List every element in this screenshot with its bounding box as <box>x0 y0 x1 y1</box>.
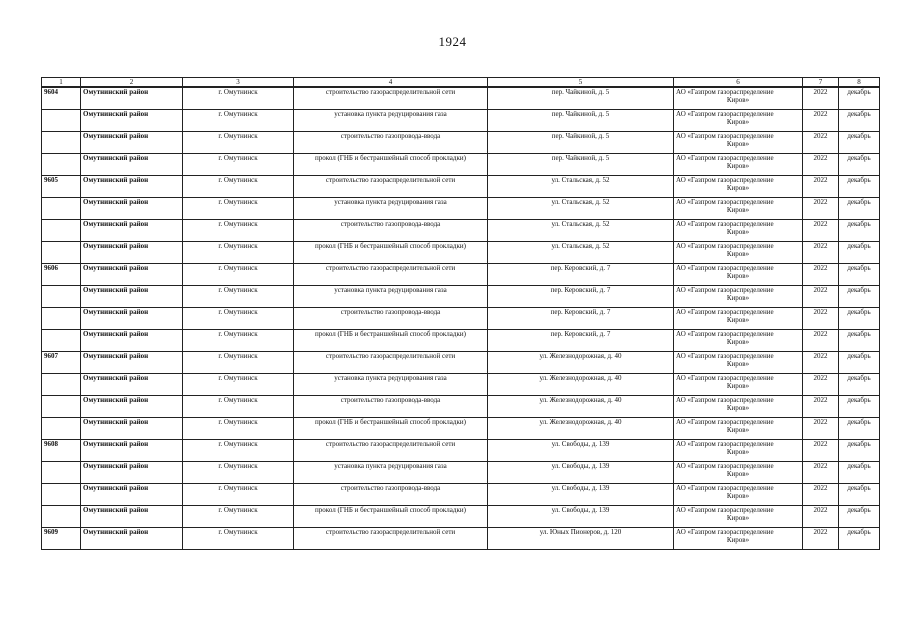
settlement-cell: г. Омутнинск <box>183 197 294 219</box>
organization-cell <box>674 351 803 373</box>
district-cell: Омутнинский район <box>81 351 183 373</box>
table-row <box>42 241 880 263</box>
organization-name-line2: Киров» <box>726 491 750 500</box>
organization-name-line1: АО «Газпром газораспределение <box>676 307 774 316</box>
organization-name-line1: АО «Газпром газораспределение <box>676 109 774 118</box>
row-number <box>42 483 81 505</box>
settlement-cell: г. Омутнинск <box>183 395 294 417</box>
table-row <box>42 219 880 241</box>
table-row <box>42 175 880 197</box>
month-cell: декабрь <box>839 461 880 483</box>
year-cell: 2022 <box>803 131 839 153</box>
organization-cell <box>674 285 803 307</box>
address-cell: ул. Железнодорожная, д. 40 <box>488 395 674 417</box>
month-cell: декабрь <box>839 439 880 461</box>
row-number: 9607 <box>42 351 81 373</box>
organization-cell <box>674 87 803 109</box>
organization-name-line2: Киров» <box>726 139 750 148</box>
row-number <box>42 395 81 417</box>
organization-name-line1: АО «Газпром газораспределение <box>676 88 774 96</box>
settlement-cell: г. Омутнинск <box>183 505 294 527</box>
district-cell: Омутнинский район <box>81 527 183 549</box>
address-cell: пер. Керовский, д. 7 <box>488 285 674 307</box>
organization-name-line2: Киров» <box>726 271 750 280</box>
row-number <box>42 109 81 131</box>
settlement-cell: г. Омутнинск <box>183 175 294 197</box>
table-row <box>42 351 880 373</box>
district-cell: Омутнинский район <box>81 197 183 219</box>
organization-cell <box>674 219 803 241</box>
address-cell: пер. Чайкиной, д. 5 <box>488 153 674 175</box>
work-type-cell: установка пункта редуцирования газа <box>294 285 488 307</box>
row-number <box>42 329 81 351</box>
row-number <box>42 461 81 483</box>
settlement-cell: г. Омутнинск <box>183 527 294 549</box>
settlement-cell: г. Омутнинск <box>183 351 294 373</box>
row-number <box>42 131 81 153</box>
address-cell: ул. Стальская, д. 52 <box>488 219 674 241</box>
organization-cell <box>674 241 803 263</box>
work-type-cell: строительство газопровода-ввода <box>294 131 488 153</box>
register-table <box>41 77 880 550</box>
organization-cell <box>674 175 803 197</box>
organization-name-line2: Киров» <box>726 96 750 104</box>
organization-name-line2: Киров» <box>726 535 750 544</box>
address-cell: пер. Чайкиной, д. 5 <box>488 131 674 153</box>
organization-cell <box>674 417 803 439</box>
organization-name-line1: АО «Газпром газораспределение <box>676 263 774 272</box>
organization-name-line1: АО «Газпром газораспределение <box>676 219 774 228</box>
settlement-cell: г. Омутнинск <box>183 439 294 461</box>
table-body <box>42 87 880 549</box>
column-header-4: 4 <box>294 78 488 88</box>
organization-cell <box>674 131 803 153</box>
month-cell: декабрь <box>839 373 880 395</box>
district-cell: Омутнинский район <box>81 483 183 505</box>
organization-name-line2: Киров» <box>726 293 750 302</box>
year-cell: 2022 <box>803 329 839 351</box>
address-cell: ул. Юных Пионеров, д. 120 <box>488 527 674 549</box>
district-cell: Омутнинский район <box>81 87 183 109</box>
organization-cell <box>674 439 803 461</box>
month-cell: декабрь <box>839 219 880 241</box>
year-cell: 2022 <box>803 505 839 527</box>
address-cell: пер. Керовский, д. 7 <box>488 263 674 285</box>
settlement-cell: г. Омутнинск <box>183 285 294 307</box>
organization-name-line2: Киров» <box>726 469 750 478</box>
work-type-cell: прокол (ГНБ и бестраншейный способ прокладки) <box>294 241 488 263</box>
work-type-cell: прокол (ГНБ и бестраншейный способ прокладки) <box>294 417 488 439</box>
table-row <box>42 263 880 285</box>
organization-name-line1: АО «Газпром газораспределение <box>676 197 774 206</box>
settlement-cell: г. Омутнинск <box>183 263 294 285</box>
organization-name-line2: Киров» <box>726 315 750 324</box>
month-cell: декабрь <box>839 329 880 351</box>
year-cell: 2022 <box>803 527 839 549</box>
work-type-cell: строительство газораспределительной сети <box>294 263 488 285</box>
column-header-5: 5 <box>488 78 674 88</box>
month-cell: декабрь <box>839 241 880 263</box>
district-cell: Омутнинский район <box>81 153 183 175</box>
table-row <box>42 417 880 439</box>
organization-cell <box>674 527 803 549</box>
year-cell: 2022 <box>803 373 839 395</box>
table-row <box>42 329 880 351</box>
row-number <box>42 241 81 263</box>
month-cell: декабрь <box>839 395 880 417</box>
work-type-cell: установка пункта редуцирования газа <box>294 197 488 219</box>
organization-cell <box>674 263 803 285</box>
year-cell: 2022 <box>803 285 839 307</box>
work-type-cell: строительство газопровода-ввода <box>294 395 488 417</box>
organization-name-line2: Киров» <box>726 205 750 214</box>
work-type-cell: установка пункта редуцирования газа <box>294 461 488 483</box>
table-row <box>42 285 880 307</box>
organization-name-line1: АО «Газпром газораспределение <box>676 417 774 426</box>
organization-name-line1: АО «Газпром газораспределение <box>676 175 774 184</box>
column-header-1: 1 <box>42 78 81 88</box>
year-cell: 2022 <box>803 109 839 131</box>
year-cell: 2022 <box>803 395 839 417</box>
organization-name-line2: Киров» <box>726 447 750 456</box>
organization-name-line1: АО «Газпром газораспределение <box>676 241 774 250</box>
work-type-cell: строительство газораспределительной сети <box>294 439 488 461</box>
work-type-cell: строительство газораспределительной сети <box>294 527 488 549</box>
organization-cell <box>674 373 803 395</box>
settlement-cell: г. Омутнинск <box>183 329 294 351</box>
district-cell: Омутнинский район <box>81 505 183 527</box>
district-cell: Омутнинский район <box>81 219 183 241</box>
work-type-cell: прокол (ГНБ и бестраншейный способ прокладки) <box>294 505 488 527</box>
address-cell: ул. Стальская, д. 52 <box>488 197 674 219</box>
settlement-cell: г. Омутнинск <box>183 153 294 175</box>
table-row <box>42 373 880 395</box>
district-cell: Омутнинский район <box>81 373 183 395</box>
row-number: 9606 <box>42 263 81 285</box>
organization-name-line2: Киров» <box>726 403 750 412</box>
organization-cell <box>674 109 803 131</box>
table-row <box>42 439 880 461</box>
address-cell: ул. Свободы, д. 139 <box>488 461 674 483</box>
column-header-7: 7 <box>803 78 839 88</box>
row-number <box>42 505 81 527</box>
organization-name-line1: АО «Газпром газораспределение <box>676 329 774 338</box>
district-cell: Омутнинский район <box>81 109 183 131</box>
district-cell: Омутнинский район <box>81 329 183 351</box>
district-cell: Омутнинский район <box>81 285 183 307</box>
organization-name-line2: Киров» <box>726 381 750 390</box>
page-number: 1924 <box>438 34 467 49</box>
organization-name-line1: АО «Газпром газораспределение <box>676 395 774 404</box>
row-number: 9604 <box>42 87 81 109</box>
work-type-cell: строительство газопровода-ввода <box>294 483 488 505</box>
year-cell: 2022 <box>803 197 839 219</box>
organization-name-line1: АО «Газпром газораспределение <box>676 439 774 448</box>
settlement-cell: г. Омутнинск <box>183 373 294 395</box>
month-cell: декабрь <box>839 505 880 527</box>
district-cell: Омутнинский район <box>81 417 183 439</box>
year-cell: 2022 <box>803 87 839 109</box>
row-number <box>42 197 81 219</box>
district-cell: Омутнинский район <box>81 439 183 461</box>
settlement-cell: г. Омутнинск <box>183 307 294 329</box>
organization-cell <box>674 197 803 219</box>
organization-name-line1: АО «Газпром газораспределение <box>676 527 774 536</box>
work-type-cell: строительство газопровода-ввода <box>294 307 488 329</box>
organization-name-line2: Киров» <box>726 161 750 170</box>
table-row <box>42 307 880 329</box>
district-cell: Омутнинский район <box>81 263 183 285</box>
column-header-8: 8 <box>839 78 880 88</box>
column-header-3: 3 <box>183 78 294 88</box>
table-row <box>42 131 880 153</box>
address-cell: пер. Керовский, д. 7 <box>488 307 674 329</box>
organization-name-line2: Киров» <box>726 359 750 368</box>
address-cell: пер. Чайкиной, д. 5 <box>488 109 674 131</box>
organization-cell <box>674 329 803 351</box>
year-cell: 2022 <box>803 219 839 241</box>
organization-cell <box>674 505 803 527</box>
address-cell: ул. Свободы, д. 139 <box>488 483 674 505</box>
organization-name-line2: Киров» <box>726 249 750 258</box>
table-row <box>42 87 880 109</box>
table-row <box>42 461 880 483</box>
month-cell: декабрь <box>839 263 880 285</box>
row-number <box>42 307 81 329</box>
year-cell: 2022 <box>803 351 839 373</box>
month-cell: декабрь <box>839 417 880 439</box>
month-cell: декабрь <box>839 153 880 175</box>
month-cell: декабрь <box>839 87 880 109</box>
settlement-cell: г. Омутнинск <box>183 241 294 263</box>
table-header-row <box>42 78 880 88</box>
year-cell: 2022 <box>803 483 839 505</box>
column-header-6: 6 <box>674 78 803 88</box>
work-type-cell: строительство газораспределительной сети <box>294 351 488 373</box>
table-row <box>42 153 880 175</box>
address-cell: ул. Стальская, д. 52 <box>488 175 674 197</box>
month-cell: декабрь <box>839 527 880 549</box>
organization-name-line1: АО «Газпром газораспределение <box>676 285 774 294</box>
work-type-cell: установка пункта редуцирования газа <box>294 373 488 395</box>
organization-name-line2: Киров» <box>726 337 750 346</box>
organization-cell <box>674 307 803 329</box>
address-cell: ул. Железнодорожная, д. 40 <box>488 351 674 373</box>
month-cell: декабрь <box>839 483 880 505</box>
district-cell: Омутнинский район <box>81 307 183 329</box>
work-type-cell: установка пункта редуцирования газа <box>294 109 488 131</box>
row-number: 9608 <box>42 439 81 461</box>
address-cell: ул. Стальская, д. 52 <box>488 241 674 263</box>
table-row <box>42 505 880 527</box>
table-row <box>42 483 880 505</box>
row-number <box>42 153 81 175</box>
address-cell: ул. Железнодорожная, д. 40 <box>488 417 674 439</box>
organization-name-line1: АО «Газпром газораспределение <box>676 373 774 382</box>
district-cell: Омутнинский район <box>81 395 183 417</box>
work-type-cell: строительство газораспределительной сети <box>294 175 488 197</box>
settlement-cell: г. Омутнинск <box>183 417 294 439</box>
district-cell: Омутнинский район <box>81 175 183 197</box>
organization-name-line1: АО «Газпром газораспределение <box>676 483 774 492</box>
year-cell: 2022 <box>803 241 839 263</box>
settlement-cell: г. Омутнинск <box>183 483 294 505</box>
settlement-cell: г. Омутнинск <box>183 461 294 483</box>
month-cell: декабрь <box>839 109 880 131</box>
organization-cell <box>674 153 803 175</box>
work-type-cell: строительство газораспределительной сети <box>294 87 488 109</box>
settlement-cell: г. Омутнинск <box>183 219 294 241</box>
row-number <box>42 285 81 307</box>
address-cell: ул. Свободы, д. 139 <box>488 439 674 461</box>
month-cell: декабрь <box>839 307 880 329</box>
settlement-cell: г. Омутнинск <box>183 87 294 109</box>
month-cell: декабрь <box>839 197 880 219</box>
address-cell: пер. Керовский, д. 7 <box>488 329 674 351</box>
address-cell: пер. Чайкиной, д. 5 <box>488 87 674 109</box>
work-type-cell: прокол (ГНБ и бестраншейный способ прокладки) <box>294 153 488 175</box>
table-row <box>42 395 880 417</box>
month-cell: декабрь <box>839 175 880 197</box>
organization-cell <box>674 461 803 483</box>
row-number <box>42 219 81 241</box>
organization-name-line1: АО «Газпром газораспределение <box>676 461 774 470</box>
table-row <box>42 527 880 549</box>
organization-name-line1: АО «Газпром газораспределение <box>676 153 774 162</box>
organization-name-line1: АО «Газпром газораспределение <box>676 351 774 360</box>
organization-cell <box>674 395 803 417</box>
row-number <box>42 417 81 439</box>
month-cell: декабрь <box>839 131 880 153</box>
year-cell: 2022 <box>803 417 839 439</box>
column-header-2: 2 <box>81 78 183 88</box>
organization-cell <box>674 483 803 505</box>
district-cell: Омутнинский район <box>81 241 183 263</box>
year-cell: 2022 <box>803 175 839 197</box>
district-cell: Омутнинский район <box>81 461 183 483</box>
settlement-cell: г. Омутнинск <box>183 109 294 131</box>
settlement-cell: г. Омутнинск <box>183 131 294 153</box>
organization-name-line2: Киров» <box>726 425 750 434</box>
table-row <box>42 109 880 131</box>
table-row <box>42 197 880 219</box>
month-cell: декабрь <box>839 351 880 373</box>
row-number: 9605 <box>42 175 81 197</box>
year-cell: 2022 <box>803 263 839 285</box>
year-cell: 2022 <box>803 461 839 483</box>
organization-name-line2: Киров» <box>726 183 750 192</box>
work-type-cell: строительство газопровода-ввода <box>294 219 488 241</box>
month-cell: декабрь <box>839 285 880 307</box>
organization-name-line2: Киров» <box>726 513 750 522</box>
address-cell: ул. Железнодорожная, д. 40 <box>488 373 674 395</box>
row-number <box>42 373 81 395</box>
year-cell: 2022 <box>803 307 839 329</box>
row-number: 9609 <box>42 527 81 549</box>
address-cell: ул. Свободы, д. 139 <box>488 505 674 527</box>
organization-name-line1: АО «Газпром газораспределение <box>676 131 774 140</box>
year-cell: 2022 <box>803 439 839 461</box>
organization-name-line2: Киров» <box>726 117 750 126</box>
district-cell: Омутнинский район <box>81 131 183 153</box>
organization-name-line2: Киров» <box>726 227 750 236</box>
year-cell: 2022 <box>803 153 839 175</box>
organization-name-line1: АО «Газпром газораспределение <box>676 505 774 514</box>
work-type-cell: прокол (ГНБ и бестраншейный способ прокладки) <box>294 329 488 351</box>
